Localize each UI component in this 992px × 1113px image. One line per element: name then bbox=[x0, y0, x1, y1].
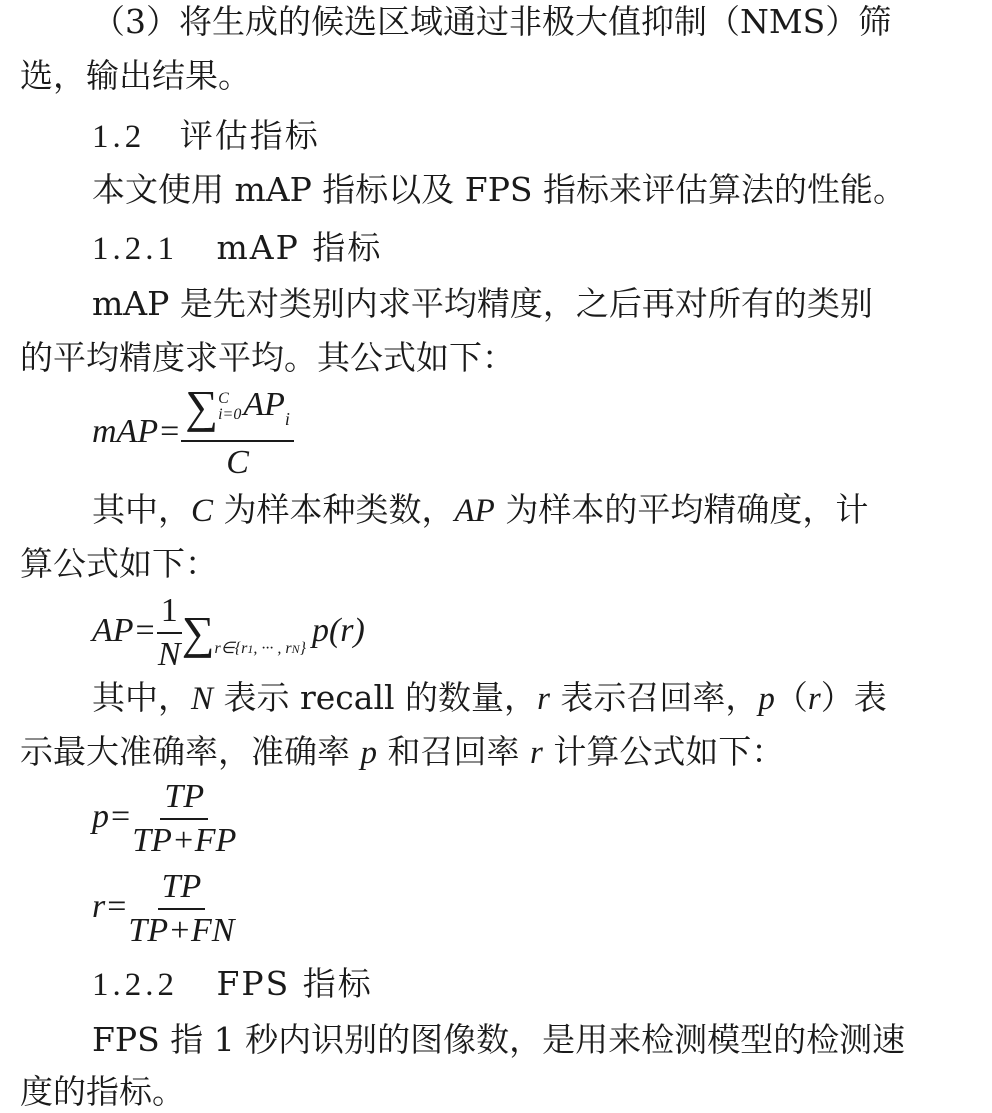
paragraph-map-line-2: 的平均精度求平均。其公式如下： bbox=[20, 338, 515, 377]
equals-sign: = bbox=[160, 412, 180, 450]
sum-body: p(r) bbox=[311, 611, 365, 649]
text-run: （ bbox=[774, 678, 808, 717]
paragraph-ap-line-2: 算公式如下： bbox=[20, 544, 218, 583]
equation-recall bbox=[92, 868, 235, 950]
sum-upper: C bbox=[218, 390, 229, 408]
math-var: r bbox=[537, 681, 550, 717]
equation-lhs: p bbox=[92, 797, 109, 835]
equation-lhs: r bbox=[92, 887, 106, 925]
text-run: 为样本种类数， bbox=[213, 490, 455, 529]
math-var: N bbox=[191, 681, 214, 717]
range-dots: , ··· , r bbox=[253, 639, 292, 657]
section-number: 1.2.1 bbox=[92, 231, 178, 267]
sum-lower: i=0 bbox=[218, 406, 242, 424]
math-var: AP bbox=[454, 493, 495, 529]
paragraph-recall-line-2 bbox=[20, 732, 992, 773]
text-run: 表示 recall 的数量， bbox=[213, 678, 538, 717]
equals-sign: = bbox=[111, 797, 131, 835]
sum-symbol: ∑ bbox=[181, 607, 215, 658]
fraction-denominator: C bbox=[226, 444, 249, 481]
range-index-n: N bbox=[291, 641, 300, 656]
math-var: C bbox=[191, 493, 214, 529]
section-heading-1-2-1 bbox=[92, 228, 992, 269]
text-run: 计算公式如下： bbox=[542, 732, 785, 771]
sum-term: AP bbox=[243, 386, 285, 423]
fraction bbox=[157, 592, 182, 674]
text-run: 为样本的平均精确度，计 bbox=[494, 490, 869, 529]
math-var: p bbox=[758, 681, 775, 717]
range-start: r∈{r bbox=[214, 639, 248, 657]
section-title: mAP 指标 bbox=[216, 228, 383, 267]
fraction bbox=[181, 381, 294, 482]
math-var: r bbox=[807, 681, 821, 717]
math-var: p bbox=[360, 735, 377, 771]
section-heading-1-2-2 bbox=[92, 964, 992, 1005]
fraction bbox=[128, 868, 234, 950]
fraction-numerator: TP bbox=[160, 778, 208, 820]
section-title: 评估指标 bbox=[179, 116, 320, 155]
math-var: r bbox=[529, 735, 543, 771]
equals-sign: = bbox=[107, 887, 127, 925]
paragraph-map-line-1: mAP 是先对类别内求平均精度，之后再对所有的类别 bbox=[92, 284, 873, 323]
paragraph-intro: 本文使用 mAP 指标以及 FPS 指标来评估算法的性能。 bbox=[92, 170, 906, 209]
text-run: 示最大准确率，准确率 bbox=[20, 732, 361, 771]
text-run: 表示召回率， bbox=[549, 678, 759, 717]
paragraph-nms-line-1: （3）将生成的候选区域通过非极大值抑制（NMS）筛 bbox=[92, 2, 892, 41]
text-run: 其中， bbox=[92, 490, 191, 529]
paragraph-fps-line-2: 度的指标。 bbox=[20, 1072, 185, 1111]
paragraph-recall-line-1 bbox=[92, 678, 992, 719]
text-run: 和召回率 bbox=[377, 732, 530, 771]
fraction-numerator bbox=[181, 381, 294, 442]
range-close: } bbox=[299, 639, 306, 657]
fraction bbox=[132, 778, 236, 860]
section-number: 1.2 bbox=[92, 119, 146, 155]
equation-map bbox=[92, 381, 294, 482]
fraction-denominator: N bbox=[157, 636, 181, 673]
sum-symbol: ∑ bbox=[185, 381, 219, 433]
section-title: FPS 指标 bbox=[216, 964, 373, 1003]
equation-lhs: mAP bbox=[92, 412, 159, 450]
text-run: ）表 bbox=[820, 678, 887, 717]
text-run: 其中， bbox=[92, 678, 191, 717]
fraction-numerator: TP bbox=[158, 868, 206, 910]
sum-range bbox=[215, 640, 306, 657]
section-number: 1.2.2 bbox=[92, 967, 178, 1003]
equation-ap bbox=[92, 592, 365, 674]
equation-lhs: AP bbox=[92, 611, 134, 649]
equation-precision bbox=[92, 778, 236, 860]
range-index-1: 1 bbox=[247, 641, 254, 656]
paragraph-nms-line-2: 选，输出结果。 bbox=[20, 56, 251, 95]
fraction-denominator: TP+FP bbox=[132, 822, 237, 859]
paragraph-fps-line-1: FPS 指 1 秒内识别的图像数，是用来检测模型的检测速 bbox=[92, 1020, 906, 1059]
sum-limits bbox=[218, 391, 241, 423]
fraction-numerator: 1 bbox=[157, 592, 182, 634]
sum-term-subscript: i bbox=[284, 409, 290, 429]
section-heading-1-2 bbox=[92, 116, 992, 157]
equals-sign: = bbox=[135, 611, 155, 649]
fraction-denominator: TP+FN bbox=[128, 912, 235, 949]
paragraph-ap-line-1 bbox=[92, 490, 992, 531]
